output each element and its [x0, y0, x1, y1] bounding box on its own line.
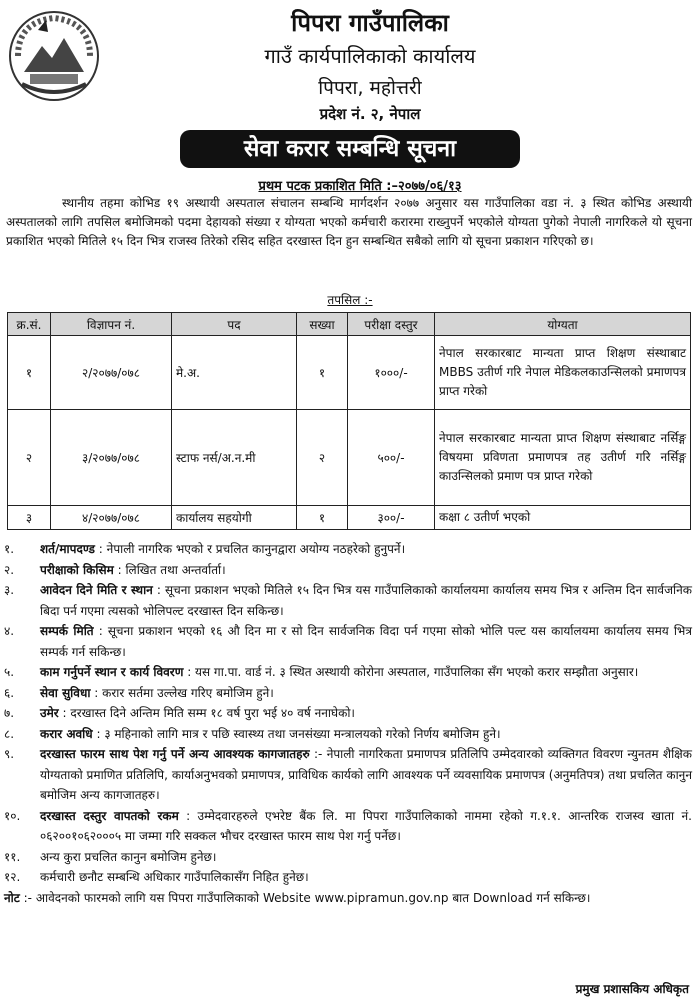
- vacancy-table: [7, 312, 691, 530]
- col-post: पद: [172, 313, 297, 336]
- cell-sn: ३: [8, 506, 51, 530]
- terms-list: [4, 539, 692, 908]
- list-item: ६. सेवा सुविधा : करार सर्तमा उल्लेख गरिए बमोजिम हुने।: [4, 685, 274, 700]
- col-fee: परीक्षा दस्तुर: [348, 313, 435, 336]
- cell-count: २: [297, 410, 348, 506]
- list-item: ११. अन्य कुरा प्रचलित कानुन बमोजिम हुनेछ।: [4, 849, 217, 864]
- cell-ad-no: ३/२०७७/०७८: [51, 410, 172, 506]
- cell-qualification: नेपाल सरकारबाट मान्यता प्राप्त शिक्षण संस्थाबाट MBBS उतीर्ण गरि नेपाल मेडिकलकाउन्सिलको प्रमाणपत्र प्राप्त गरेको: [435, 336, 691, 410]
- list-item: ८. करार अवधि : ३ महिनाको लागि मात्र र पछि स्वास्थ्य तथा जनसंख्या मन्त्रालयको गरेको निर्णय बमोजिम हुने।: [4, 726, 501, 741]
- cell-fee: ५००/-: [348, 410, 435, 506]
- publish-date: प्रथम पटक प्रकाशित मिति :–२०७७/०६/१३: [258, 179, 462, 194]
- tapsil-label: तपसिल :-: [327, 293, 373, 307]
- list-item: १०. दरखास्त दस्तुर वापतको रकम : उम्मेदवारहरुले एभरेष्ट बैंक लि. मा पिपरा गाउँपालिकाको नाममा रहेको ग.१.१. आन्तरिक राजस्व खाता नं. ०६२००१०६२०००५ मा जम्मा गरि सक्कल भौचर दरखास्त फारम साथ पेश गर्नु पर्नेछ।: [4, 808, 692, 843]
- intro-paragraph: स्थानीय तहमा कोभिड १९ अस्थायी अस्पताल संचालन सम्बन्धि मार्गदर्शन २०७७ अनुसार यस गाउँपालिका वडा नं. ३ स्थित कोभिड अस्थायी अस्पतालको लागि तपसिल बमोजिमको पदमा देहायको संख्या र योग्यता भएको कर्मचारी करारमा राख्नुपर्ने भएकोले योग्यता पुगेको नेपाली नागरिकले यो सूचना प्रकाशित भएको मितिले १५ दिन भित्र राजस्व तिरेको रसिद सहित दरखास्त दिन हुन सम्बन्धित सबैको लागि यो सूचना प्रकाशन गरिएको छ।: [6, 196, 692, 248]
- province-name: प्रदेश नं. २, नेपाल: [319, 105, 421, 123]
- col-sn: क्र.सं.: [8, 313, 51, 336]
- list-item: ३. आवेदन दिने मिति र स्थान : सूचना प्रकाशन भएको मितिले १५ दिन भित्र यस गाउँपालिकाको कार्यालयमा कार्यालय समय भित्र र अन्तिम दिन सार्वजनिक बिदा पर्न गएमा त्यसको भोलिपल्ट दरखास्त दिन सकिन्छ।: [4, 583, 692, 618]
- signatory: प्रमुख प्रशासकिय अधिकृत: [575, 982, 689, 996]
- cell-sn: १: [8, 336, 51, 410]
- list-item: ७. उमेर : दरखास्त दिने अन्तिम मिति सम्म १८ वर्ष पुरा भई ४० वर्ष ननाघेको।: [4, 706, 355, 720]
- list-item: ४. सम्पर्क मिति : सूचना प्रकाशन भएको १६ औ दिन मा र सो दिन सार्वजनिक विदा पर्न गएमा सोको भोलि पल्ट यस कार्यालयमा कार्यालय समय भित्र सम्पर्क गर्न सकिन्छ।: [4, 624, 692, 659]
- cell-count: १: [297, 506, 348, 530]
- cell-qualification: कक्षा ८ उतीर्ण भएको: [435, 506, 691, 530]
- nepal-emblem-icon: [8, 10, 100, 102]
- cell-post: मे.अ.: [172, 336, 297, 410]
- table-row: [8, 506, 691, 530]
- list-item: २. परीक्षाको किसिम : लिखित तथा अन्तर्वार्ता।: [4, 562, 226, 577]
- cell-fee: १०००/-: [348, 336, 435, 410]
- office-name: गाउँ कार्यपालिकाको कार्यालय: [264, 44, 476, 68]
- list-item: १. शर्त/मापदण्ड : नेपाली नागरिक भएको र प्रचलित कानुनद्वारा अयोग्य नठहरेको हुनुपर्ने।: [4, 542, 406, 556]
- cell-post: कार्यालय सहयोगी: [172, 506, 297, 530]
- list-item: ५. काम गर्नुपर्ने स्थान र कार्य विवरण : यस गा.पा. वार्ड नं. ३ स्थित अस्थायी कोरोना अस्पताल, गाउँपालिका सँग भएको करार सम्झौता अनुसार।: [4, 665, 639, 679]
- col-count: सख्या: [297, 313, 348, 336]
- list-item: ९. दरखास्त फारम साथ पेश गर्नु पर्ने अन्य आवश्यक कागजातहरु :- नेपाली नागरिकता प्रमाणपत्र प्रतिलिपि उम्मेदवारको व्यक्तिगत विवरण न्युनतम शैक्षिक योग्यताको प्रमाणित प्रतिलिपि, कार्याअनुभवको प्रमाणपत्र, प्राविधिक कार्यको लागि आवश्यक पर्ने व्यवसायिक प्रमाणपत्र (अनुमतिपत्र) तथा प्रचलित कानुन बमोजिम अन्य कागजातहरु।: [4, 747, 692, 802]
- cell-fee: ३००/-: [348, 506, 435, 530]
- col-ad-no: विज्ञापन नं.: [51, 313, 172, 336]
- table-row: [8, 336, 691, 410]
- list-item: १२. कर्मचारी छनौट सम्बन्धि अधिकार गाउँपालिकासँग निहित हुनेछ।: [4, 870, 309, 884]
- table-header-row: [8, 313, 691, 336]
- cell-post: स्टाफ नर्स/अ.न.मी: [172, 410, 297, 506]
- cell-qualification: नेपाल सरकारबाट मान्यता प्राप्त शिक्षण संस्थाबाट नर्सिङ्ग विषयमा प्रविणता प्रमाणपत्र तह उतीर्ण गरि नर्सिङ्ग काउन्सिलको प्रमाण पत्र प्राप्त गरेको: [435, 410, 691, 506]
- org-name: पिपरा गाउँपालिका: [291, 9, 449, 37]
- notice-title: सेवा करार सम्बन्धि सूचना: [180, 130, 520, 168]
- table-row: [8, 410, 691, 506]
- office-location: पिपरा, महोत्तरी: [318, 77, 422, 99]
- note-item: नोट :- आवेदनको फारमको लागि यस पिपरा गाउँपालिकाको Website www.pipramun.gov.np बात Download गर्न सकिन्छ।: [4, 890, 591, 905]
- cell-sn: २: [8, 410, 51, 506]
- cell-count: १: [297, 336, 348, 410]
- cell-ad-no: ४/२०७७/०७८: [51, 506, 172, 530]
- col-qualification: योग्यता: [435, 313, 691, 336]
- cell-ad-no: २/२०७७/०७८: [51, 336, 172, 410]
